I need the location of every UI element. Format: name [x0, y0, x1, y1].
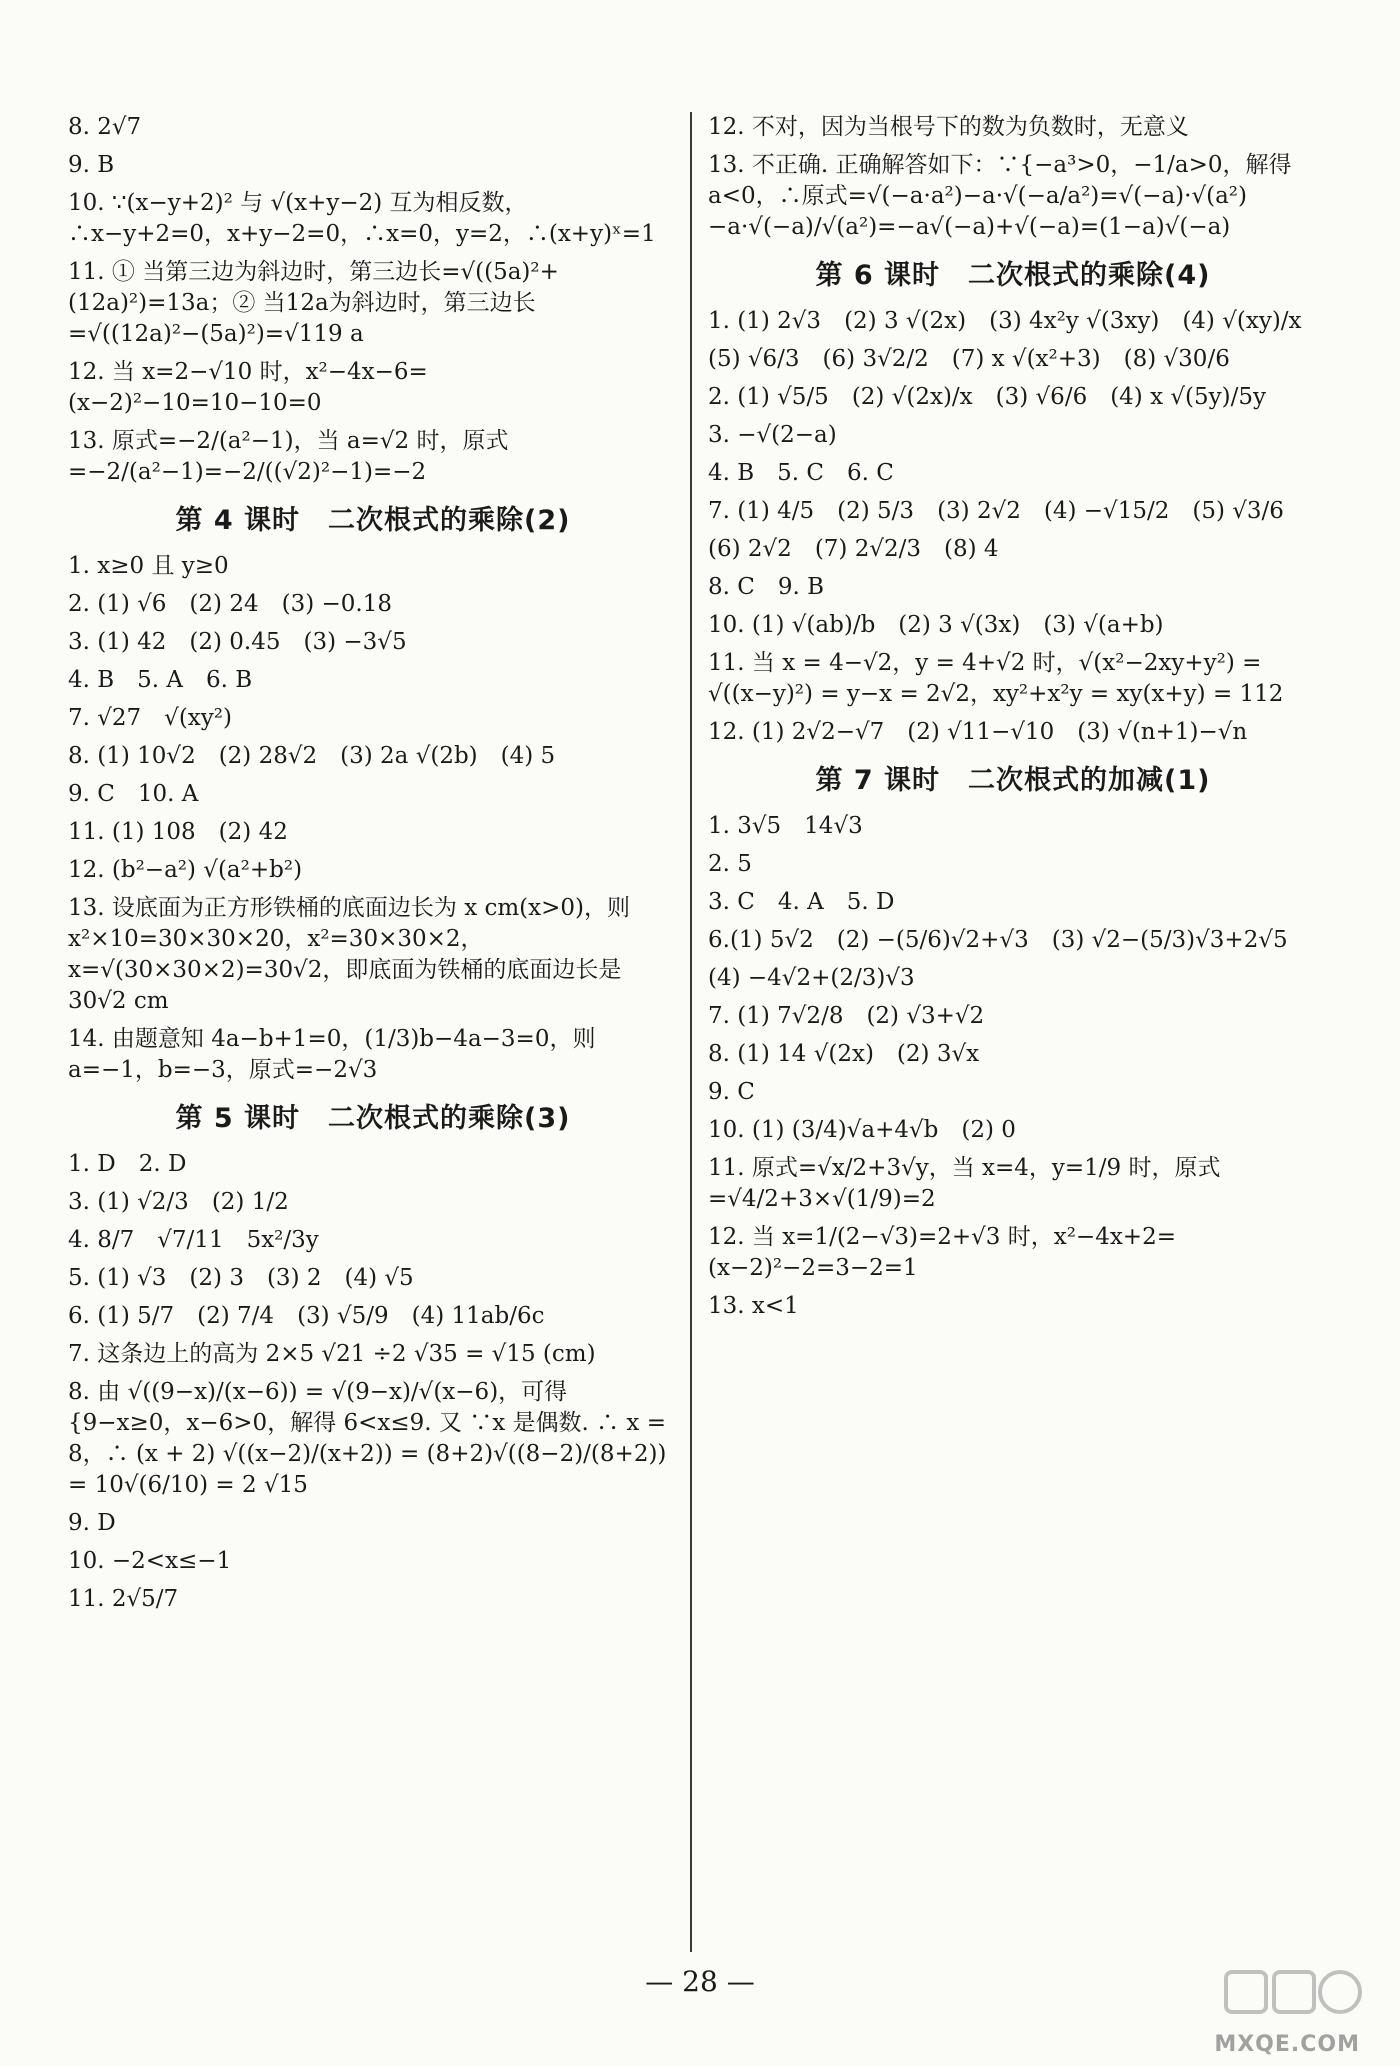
answer-line: 10. ∵(x−y+2)² 与 √(x+y−2) 互为相反数，∴x−y+2=0，x+y−2=0，∴x=0，y=2，∴(x+y)ˣ=1 [68, 190, 656, 247]
answer-line: 4. B 5. A 6. B [68, 667, 253, 693]
answer-line: 2. 5 [708, 851, 752, 877]
answer-line: 13. 不正确. 正确解答如下：∵{−a³>0，−1/a>0，解得 a<0，∴原式=√(−a·a²)−a·√(−a/a²)=√(−a)·√(a²)−a·√(−a)/√(a²)=−a√(−a)+√(−a)=(1−a)√(−a) [708, 152, 1299, 240]
answer-line: 10. (1) (3/4)√a+4√b (2) 0 [708, 1117, 1016, 1143]
column-divider [690, 112, 692, 1952]
answer-line: 8. (1) 14 √(2x) (2) 3√x [708, 1041, 980, 1067]
answer-line: 2. (1) √6 (2) 24 (3) −0.18 [68, 591, 392, 617]
watermark-text: MXQE.COM [1214, 2032, 1360, 2057]
answer-line: 3. C 4. A 5. D [708, 889, 895, 915]
answer-line: 12. 当 x=1/(2−√3)=2+√3 时，x²−4x+2=(x−2)²−2=3−2=1 [708, 1224, 1176, 1281]
answer-line: 3. −√(2−a) [708, 422, 837, 448]
answer-line: 8. 2√7 [68, 114, 142, 140]
section-heading: 第 5 课时 二次根式的乘除(3) [175, 1103, 571, 1134]
answer-line: 13. x<1 [708, 1293, 799, 1319]
answer-line: 10. −2<x≤−1 [68, 1548, 232, 1574]
section-heading: 第 6 课时 二次根式的乘除(4) [815, 260, 1211, 291]
answer-line: 11. (1) 108 (2) 42 [68, 819, 288, 845]
answer-line: 8. (1) 10√2 (2) 28√2 (3) 2a √(2b) (4) 5 [68, 743, 556, 769]
answer-line: 7. √27 √(xy²) [68, 705, 232, 731]
answer-line: 7. (1) 4/5 (2) 5/3 (3) 2√2 (4) −√15/2 (5) √3/6 [708, 498, 1284, 524]
answer-line: 9. C 10. A [68, 781, 199, 807]
answer-line: 11. 当 x = 4−√2，y = 4+√2 时，√(x²−2xy+y²) = √((x−y)²) = y−x = 2√2，xy²+x²y = xy(x+y) = 112 [708, 650, 1284, 707]
answer-line: 11. 2√5/7 [68, 1586, 179, 1612]
answer-line: 8. 由 √((9−x)/(x−6)) = √(9−x)/√(x−6)，可得 {9−x≥0，x−6>0，解得 6<x≤9. 又 ∵x 是偶数. ∴ x = 8，∴ (x + 2) √((x−2)/(x+2)) = (8+2)√((8−2)/(8+2)) = 10√(6/10) = 2 √15 [68, 1379, 674, 1498]
answer-line: 3. (1) √2/3 (2) 1/2 [68, 1189, 289, 1215]
answer-line: (5) √6/3 (6) 3√2/2 (7) x √(x²+3) (8) √30/6 [708, 346, 1230, 372]
answer-line: 1. x≥0 且 y≥0 [68, 553, 229, 579]
answer-line: 13. 设底面为正方形铁桶的底面边长为 x cm(x>0)，则 x²×10=30×30×20，x²=30×30×2，x=√(30×30×2)=30√2，即底面为铁桶的底面边长是 30√2 cm [68, 895, 638, 1014]
answer-line: 14. 由题意知 4a−b+1=0，(1/3)b−4a−3=0，则 a=−1，b=−3，原式=−2√3 [68, 1026, 603, 1083]
right-column [708, 112, 1318, 1329]
answer-line: 11. ① 当第三边为斜边时，第三边长=√((5a)²+(12a)²)=13a；② 当12a为斜边时，第三边长=√((12a)²−(5a)²)=√119 a [68, 259, 559, 347]
left-column [68, 112, 678, 1622]
answer-line: 7. (1) 7√2/8 (2) √3+√2 [708, 1003, 985, 1029]
answer-line: 3. (1) 42 (2) 0.45 (3) −3√5 [68, 629, 407, 655]
section-heading: 第 4 课时 二次根式的乘除(2) [175, 505, 571, 536]
answer-line: 1. 3√5 14√3 [708, 813, 863, 839]
answer-line: 2. (1) √5/5 (2) √(2x)/x (3) √6/6 (4) x √(5y)/5y [708, 384, 1266, 410]
section-heading: 第 7 课时 二次根式的加减(1) [815, 765, 1211, 796]
answer-line: 9. D [68, 1510, 116, 1536]
answer-line: 1. (1) 2√3 (2) 3 √(2x) (3) 4x²y √(3xy) (4) √(xy)/x [708, 308, 1302, 334]
answer-line: 12. (1) 2√2−√7 (2) √11−√10 (3) √(n+1)−√n [708, 719, 1248, 745]
answer-line: (4) −4√2+(2/3)√3 [708, 965, 915, 991]
answer-line: 11. 原式=√x/2+3√y，当 x=4，y=1/9 时，原式=√4/2+3×√(1/9)=2 [708, 1155, 1221, 1212]
answer-line: 4. B 5. C 6. C [708, 460, 894, 486]
answer-line: 6. (1) 5/7 (2) 7/4 (3) √5/9 (4) 11ab/6c [68, 1303, 545, 1329]
answer-line: 12. (b²−a²) √(a²+b²) [68, 857, 303, 883]
answer-line: 10. (1) √(ab)/b (2) 3 √(3x) (3) √(a+b) [708, 612, 1164, 638]
answer-line: 9. B [68, 152, 115, 178]
answer-line: 12. 不对，因为当根号下的数为负数时，无意义 [708, 114, 1189, 140]
page-number: — 28 — [645, 1965, 755, 1998]
answer-line: 5. (1) √3 (2) 3 (3) 2 (4) √5 [68, 1265, 414, 1291]
answer-line: 13. 原式=−2/(a²−1)，当 a=√2 时，原式=−2/(a²−1)=−2/((√2)²−1)=−2 [68, 428, 509, 485]
answer-line: (6) 2√2 (7) 2√2/3 (8) 4 [708, 536, 999, 562]
answer-line: 8. C 9. B [708, 574, 825, 600]
answer-line: 12. 当 x=2−√10 时，x²−4x−6=(x−2)²−10=10−10=0 [68, 359, 428, 416]
answer-line: 7. 这条边上的高为 2×5 √21 ÷2 √35 = √15 (cm) [68, 1341, 596, 1367]
answer-line: 1. D 2. D [68, 1151, 187, 1177]
answer-line: 6.(1) 5√2 (2) −(5/6)√2+√3 (3) √2−(5/3)√3+2√5 [708, 927, 1288, 953]
answer-line: 4. 8/7 √7/11 5x²/3y [68, 1227, 319, 1253]
answer-line: 9. C [708, 1079, 755, 1105]
